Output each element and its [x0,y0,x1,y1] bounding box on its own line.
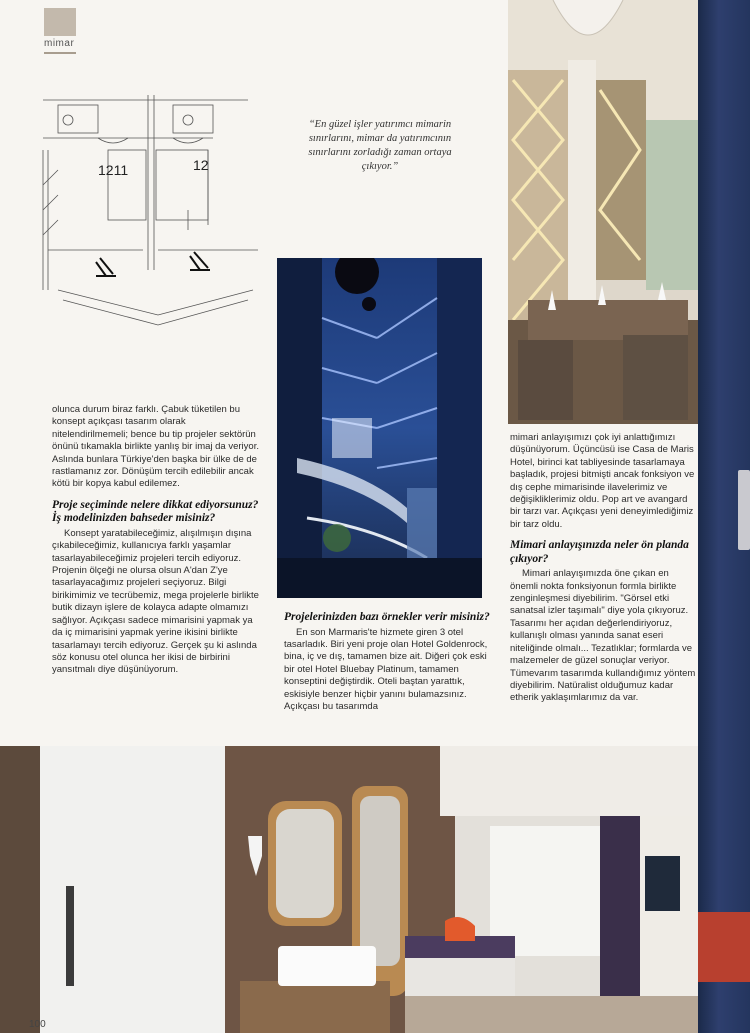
section-label: mimar [44,38,75,49]
text-column-right [510,432,698,705]
text-column-middle [284,611,490,713]
page-number: 100 [29,1019,46,1030]
fork-icon [738,470,750,550]
hotel-atrium-photo [277,258,482,598]
section-badge [44,8,76,36]
floor-plan-drawing [38,90,260,330]
question-heading: Proje seçiminde nelere dikkat ediyorsunuz? İş modelinizden bahseder misiniz? [52,498,259,525]
paragraph: olunca durum biraz farklı. Çabuk tüketilen bu konsept açıkçası tasarım olarak nitelendirilmemeli; bence bu tip projeler sektörün önünü tıkamakla birlikte yanlış bir imaj da veriyor. Aslında bunlara Türkiye'den başka bir ülke de de rastlamanız zor. Dönüşüm tercih edilebilir ancak kötü bir kopya kabul edilemez. [52,404,259,490]
question-heading: Mimari anlayışınızda neler ön planda çıkıyor? [510,539,689,565]
paragraph: Konsept yaratabileceğimiz, alışılmışın dışına çıkabileceğimiz, kullanıcıya farklı yaşamlar tasarlayabileceğimiz projeleri tercih ediyoruz. Projenin ölçeği ne olursa olsun A'dan Z'ye tasarlayacağımız projeleri seçiyoruz. Bilgi birikimimiz ve tecrübemiz, mega projelerle birlikte butik dizayn işlere de kolayca adapte olmamızı sağlıyor. Açıkçası sadece mimarisini yapmak ya da iç mimarisini yapmak yerine ikisini birlikte tasarlamayı tercih ediyoruz. Gerçek şu ki aslında söz konusu otel olunca her ikisi de birbirini yansıtmalı diye düşünüyorum. [52,527,259,676]
room-number-1211: 1211 [98,162,129,178]
room-number-12: 12 [193,157,209,173]
hotel-room-photo [0,746,698,1033]
section-underline [44,52,76,54]
spine-accent [698,912,750,982]
paragraph: Mimari anlayışımızda öne çıkan en önemli nokta fonksiyonun formla birlikte zenginleşmesi diyebilirim. "Görsel etki sanatsal izler taşımalı" diye yola çıkıyoruz. Tasarımı her açıdan değerlendiriyoruz, kullanışlı olması yanında sanat eseri niteliğinde olmalı... Tezatlıklar; formlarda ve malzemeler de güzel sonuçlar veriyor. Tümevarım tasarımda kullandığımız yöntem diyebilirim. Natüralist olduğumuz kadar etherik yaklaşımlarımız da var. [510,568,696,704]
paragraph: En son Marmaris'te hizmete giren 3 otel tasarladık. Biri yeni proje olan Hotel Goldenrock, bina, iç ve dış, tamamen bize ait. Diğeri çok eski bir otel Hotel Bluebay Platinum, tamamen konseptini değiştirdik. Oteli baştan yarattık, eskisiyle benzer hiçbir yanını bulamazsınız. Açıkçası bu tasarımda [284,626,488,712]
question-heading: Projelerinizden bazı örnekler verir misiniz? [284,611,490,623]
restaurant-interior-photo [508,0,698,424]
text-column-left [52,404,264,677]
paragraph: mimari anlayışımızı çok iyi anlattığımızı düşünüyorum. Üçüncüsü ise Casa de Maris Hotel, birinci kat tabliyesinde tasarlamaya başladık, projesi bitmişti ancak fonksiyon ve dış cephe mimarisinde ilavelerimiz ve değişikliklerimiz oldu. Pop art ve avangard bir tarzı var. Açıkçası yeni deneyimlediğimiz bir tarz oldu. [510,432,695,530]
pull-quote: “En güzel işler yatırımcı mimarin sınırlarını, mimar da yatırımcının sınırlarını zorladığı zaman ortaya çıkıyor.” [308,119,452,172]
